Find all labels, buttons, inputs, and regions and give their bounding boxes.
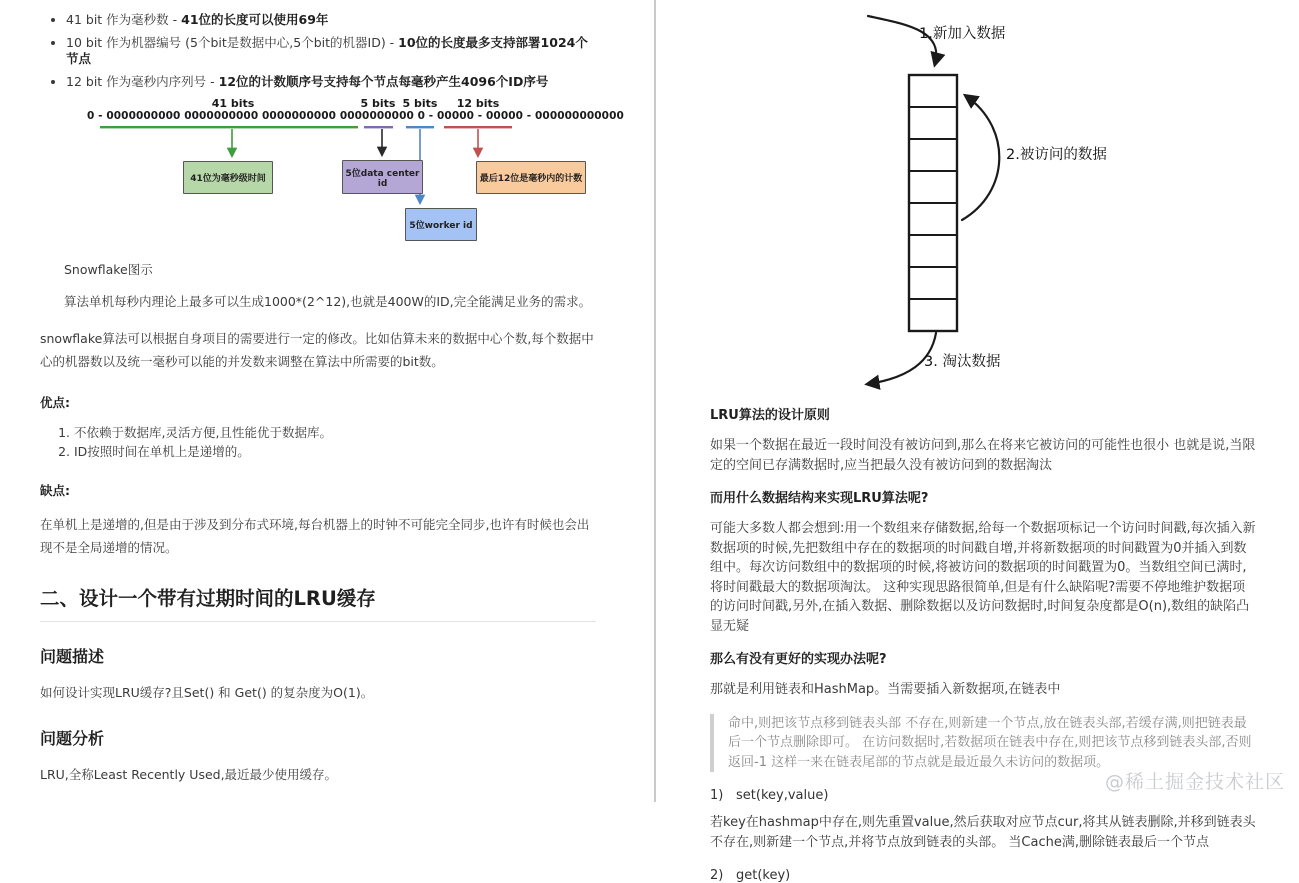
binary-string: 0 - 0000000000 0000000000 0000000000 0000000000 0 - 00000 - 00000 - 000000000000 bbox=[87, 110, 624, 122]
paragraph-capacity: 算法单机每秒内理论上最多可以生成1000*(2^12),也就是400W的ID,完全能满足业务的需求。 bbox=[64, 294, 592, 309]
bullet-text: 10 bit 作为机器编号 (5个bit是数据中心,5个bit的机器ID) - bbox=[66, 35, 399, 50]
list-item bbox=[66, 35, 596, 67]
bits-label-41: 41 bits bbox=[211, 97, 255, 110]
list-item bbox=[74, 423, 596, 442]
list-item bbox=[66, 74, 596, 90]
linkedlist-hashmap-text: 那就是利用链表和HashMap。当需要插入新数据项,在链表中 bbox=[710, 682, 1061, 697]
cons-text: 在单机上是递增的,但是由于涉及到分布式环境,每台机器上的时钟不可能完全同步,也许有时候也会出现不是全局递增的情况。 bbox=[40, 517, 590, 555]
item-number: 2) bbox=[710, 868, 724, 883]
label-accessed-data: 2.被访问的数据 bbox=[1006, 147, 1107, 163]
bits-label-5a: 5 bits bbox=[360, 97, 396, 110]
item-text: set(key,value) bbox=[736, 788, 829, 803]
lru-principle-text: 如果一个数据在最近一段时间没有被访问到,那么在将来它被访问的可能性也很小 也就是说,当限定的空间已存满数据时,应当把最久没有被访问到的数据淘汰 bbox=[710, 438, 1256, 473]
bullet-bold-text: 41位的长度可以使用69年 bbox=[181, 12, 329, 27]
pros-list bbox=[40, 423, 596, 461]
label-new-data: 1.新加入数据 bbox=[919, 26, 1006, 42]
item-text: get(key) bbox=[736, 868, 791, 883]
linkedlist-behavior-quote: 命中,则把该节点移到链表头部 不存在,则新建一个节点,放在链表头部,若缓存满,则把链表最后一个节点删除即可。 在访问数据时,若数据项在链表中存在,则把该节点移到链表头部,否则返回-1 这样一来在链表尾部的节点就是最近最久未访问的数据项。 bbox=[710, 714, 1258, 773]
item-number: 1) bbox=[710, 788, 724, 803]
box-datacenter-bits: 5位data center id bbox=[342, 160, 423, 194]
list-item bbox=[66, 12, 596, 28]
paragraph-modify: snowflake算法可以根据自身项目的需要进行一定的修改。比如估算未来的数据中心个数,每个数据中心的机器数以及统一毫秒可以能的并发数来调整在算法中所需要的bit数。 bbox=[40, 331, 594, 369]
snowflake-bits-diagram bbox=[40, 97, 624, 249]
bullet-text: 12 bit 作为毫秒内序列号 - bbox=[66, 74, 219, 89]
bullet-bold-text: 12位的计数顺序号支持每个节点每毫秒产生4096个ID序号 bbox=[218, 74, 549, 89]
box-sequence-bits: 最后12位是毫秒内的计数 bbox=[476, 161, 586, 194]
data-structure-question-title: 而用什么数据结构来实现LRU算法呢? bbox=[710, 491, 929, 506]
pros-label: 优点: bbox=[40, 395, 70, 410]
api-item-get bbox=[710, 868, 1258, 883]
bits-label-5b: 5 bits bbox=[402, 97, 438, 110]
box-worker-bits: 5位worker id bbox=[405, 208, 477, 241]
label-evicted-data: 3. 淘汰数据 bbox=[924, 354, 1001, 370]
column-divider bbox=[654, 0, 656, 802]
right-column bbox=[710, 0, 1258, 883]
list-item bbox=[74, 442, 596, 461]
lru-list-diagram bbox=[710, 0, 1258, 392]
pros-item-text: 不依赖于数据库,灵活方便,且性能优于数据库。 bbox=[74, 425, 332, 440]
snowflake-bullet-list bbox=[40, 12, 596, 90]
lru-diagram-shapes bbox=[710, 0, 1258, 392]
juejin-watermark: @稀土掘金技术社区 bbox=[1104, 771, 1285, 793]
lru-principle-title: LRU算法的设计原则 bbox=[710, 408, 830, 423]
problem-description-text: 如何设计实现LRU缓存?且Set() 和 Get() 的复杂度为O(1)。 bbox=[40, 685, 374, 700]
cons-label: 缺点: bbox=[40, 483, 70, 498]
set-behavior-text: 若key在hashmap中存在,则先重置value,然后获取对应节点cur,将其从链表删除,并移到链表头 不存在,则新建一个节点,并将节点放到链表的头部。 当Cache满,删除链表最后一个节点 bbox=[710, 815, 1256, 850]
left-column bbox=[40, 12, 624, 786]
box-timestamp-bits: 41位为毫秒级时间 bbox=[183, 161, 273, 194]
array-approach-text: 可能大多数人都会想到:用一个数组来存储数据,给每一个数据项标记一个访问时间戳,每次插入新数据项的时候,先把数组中存在的数据项的时间戳自增,并将新数据项的时间戳置为0并插入到数组中。每次访问数组中的数据项的时候,将被访问的数据项的时间戳置为0。当数组空间已满时,将时间戳最大的数据项淘汰。 这种实现思路很简单,但是有什么缺陷呢?需要不停地维护数据项的访问时间戳,另外,在插入数据、删除数据以及访问数据时,时间复杂度都是O(n),数组的缺陷凸显无疑 bbox=[710, 521, 1256, 634]
problem-analysis-text: LRU,全称Least Recently Used,最近最少使用缓存。 bbox=[40, 767, 338, 782]
diagram-caption: Snowflake图示 bbox=[64, 262, 153, 277]
subheading-problem-description: 问题描述 bbox=[40, 647, 105, 666]
subheading-problem-analysis: 问题分析 bbox=[40, 729, 105, 748]
bits-label-12: 12 bits bbox=[456, 97, 500, 110]
better-approach-question-title: 那么有没有更好的实现办法呢? bbox=[710, 652, 887, 667]
section-heading-lru-cache: 二、设计一个带有过期时间的LRU缓存 bbox=[40, 583, 596, 622]
bullet-text: 41 bit 作为毫秒数 - bbox=[66, 12, 182, 27]
bullet-bold-text: 10位的长度最多支持部署1024个节点 bbox=[66, 35, 588, 66]
pros-item-text: ID按照时间在单机上是递增的。 bbox=[74, 444, 250, 459]
